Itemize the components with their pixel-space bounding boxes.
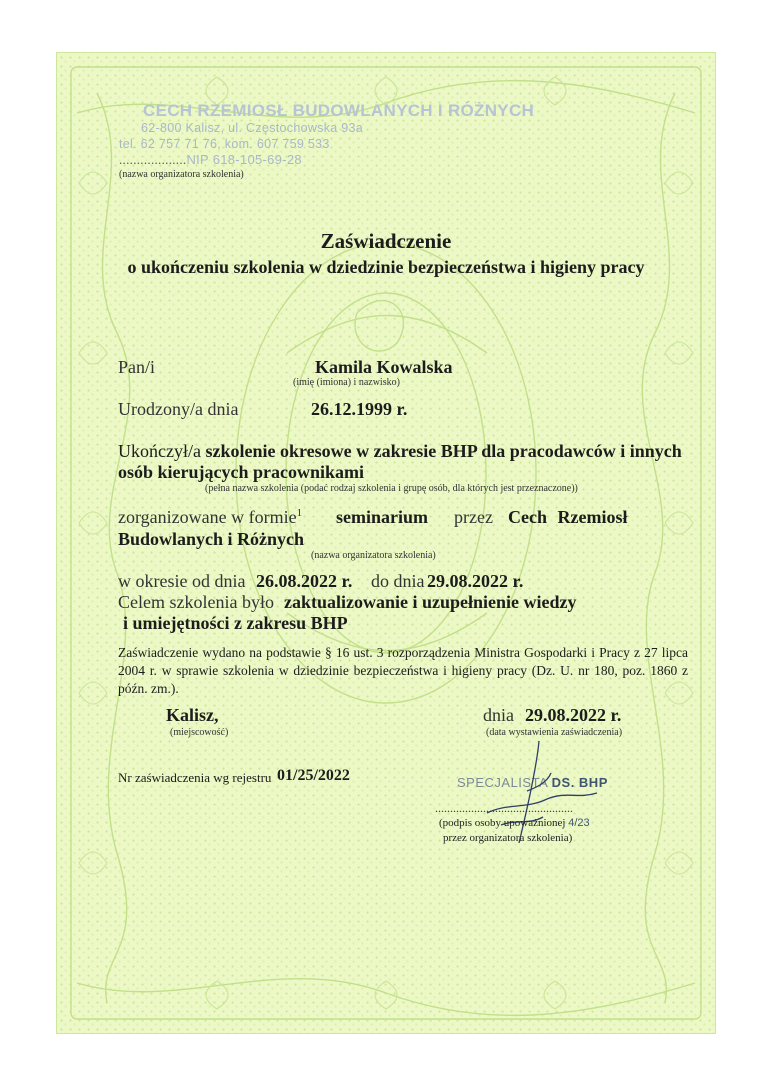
signature-caption-line2: przez organizatora szkolenia): [443, 832, 573, 844]
organizer-stamp-phone: tel. 62 757 71 76, kom. 607 759 533: [119, 137, 330, 151]
issue-date-caption: (data wystawienia zaświadczenia): [486, 727, 623, 738]
organizer-caption: (nazwa organizatora szkolenia): [119, 169, 244, 180]
organizer-stamp-name: CECH RZEMIOSŁ BUDOWLANYCH I RÓŻNYCH: [143, 101, 535, 120]
person-name-caption: (imię (imiona) i nazwisko): [293, 377, 400, 388]
stamp-dots: ...................: [119, 152, 187, 167]
signature-caption-line1: [439, 817, 590, 829]
certificate-subtitle: o ukończeniu szkolenia w dziedzinie bezpieczeństwa i higieny pracy: [127, 257, 645, 277]
training-caption: (pełna nazwa szkolenia (podać rodzaj szkolenia i grupę osób, dla których jest przeznaczone)): [205, 483, 578, 494]
issue-place-caption: (miejscowość): [170, 727, 229, 738]
stamp-nip-number: NIP 618-105-69-28: [186, 152, 302, 167]
issue-date-label: dnia: [483, 705, 514, 725]
training-description: [118, 441, 688, 483]
register-number: 01/25/2022: [277, 767, 350, 784]
signature-caption-text: (podpis osoby upoważnionej: [439, 817, 566, 829]
aim-prefix: Celem szkolenia było: [118, 592, 274, 612]
signature-handwritten-number: 4/23: [568, 817, 590, 829]
birth-date: 26.12.1999 r.: [311, 399, 408, 419]
specialist-stamp-text: SPECJALISTA: [457, 775, 548, 790]
organized-by-label: przez: [454, 507, 493, 527]
training-prefix: Ukończył/a: [118, 441, 201, 461]
period-from-date: 26.08.2022 r.: [256, 571, 353, 591]
legal-basis: Zaświadczenie wydano na podstawie § 16 ust. 3 rozporządzenia Ministra Gospodarki i Pracy z 27 lipca 2004 r. w sprawie szkolenia w dziedzinie bezpieczeństwa i higieny pracy (Dz. U. nr 180, poz. 1860 z późn. zm.).: [118, 645, 688, 696]
organizer-name-line2: Budowlanych i Różnych: [118, 529, 305, 549]
organizer-name-line1: Cech Rzemiosł: [508, 507, 628, 527]
certificate-title: Zaświadczenie: [320, 229, 452, 253]
certificate-sheet: [56, 52, 716, 1034]
issue-date: 29.08.2022 r.: [525, 705, 622, 725]
aim-text-line1: zaktualizowanie i uzupełnienie wiedzy: [284, 592, 577, 612]
register-label: Nr zaświadczenia wg rejestru: [118, 770, 272, 785]
organized-form-label: zorganizowane w formie: [118, 507, 297, 527]
period-from-label: w okresie od dnia: [118, 571, 246, 591]
birth-label: Urodzony/a dnia: [118, 399, 239, 419]
signature-dots: ..............................................: [435, 801, 573, 815]
footnote-marker: 1: [296, 507, 303, 519]
training-form: seminarium: [336, 507, 428, 527]
organizer-name-caption: (nazwa organizatora szkolenia): [311, 550, 436, 561]
training-name: szkolenie okresowe w zakresie BHP dla pracodawców i innych osób kierujących pracownikami: [118, 441, 682, 482]
organized-prefix: [118, 507, 302, 528]
period-to-date: 29.08.2022 r.: [427, 571, 524, 591]
specialist-stamp-bold: DS. BHP: [551, 775, 608, 790]
organizer-stamp-nip: [119, 152, 302, 168]
organizer-stamp-address: 62-800 Kalisz, ul. Częstochowska 93a: [141, 121, 364, 135]
issue-place: Kalisz,: [166, 705, 219, 725]
person-label: Pan/i: [118, 357, 156, 377]
person-name: Kamila Kowalska: [315, 357, 453, 377]
period-to-label: do dnia: [371, 571, 425, 591]
aim-text-line2: i umiejętności z zakresu BHP: [123, 613, 348, 633]
